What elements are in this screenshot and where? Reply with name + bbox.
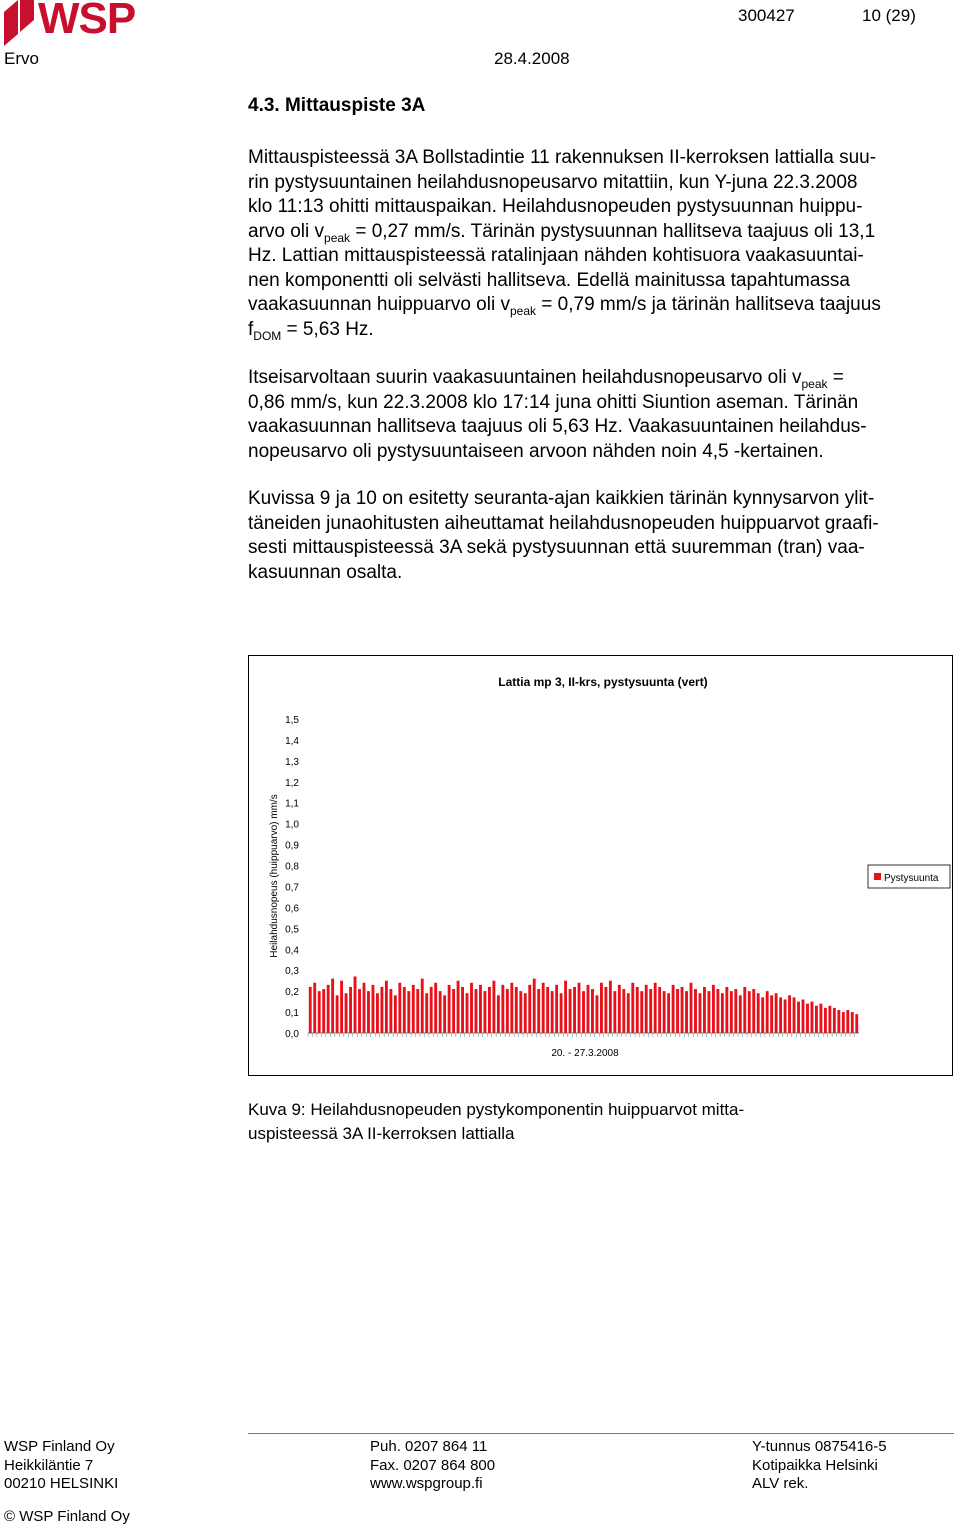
chart-bar [484,991,487,1033]
chart-bar [600,983,603,1033]
chart-bar [587,985,590,1033]
chart-bar [788,995,791,1033]
y-tick-label: 1,1 [285,798,299,810]
chart-bar [627,993,630,1033]
chart-bar [622,989,625,1033]
chart-bar [380,987,383,1033]
chart-bar [770,995,773,1033]
y-tick-label: 0,6 [285,903,299,915]
footer-business-id: Y-tunnus 0875416-5 [752,1438,887,1455]
chart-bar [730,991,733,1033]
p1-line-5: Hz. Lattian mittauspisteessä ratalinjaan nähden kohtisuora vaakasuuntai- [248,245,864,266]
chart-bar [604,987,607,1033]
chart-bar [802,1000,805,1033]
chart-bar [475,989,478,1033]
y-tick-label: 1,3 [285,756,299,768]
chart-bar [828,1006,831,1033]
chart-bar [403,987,406,1033]
p1-line-8: $f_{DOM} = 5,63$ Hz. [248,318,374,343]
footer-company [4,1438,118,1494]
figure-caption [248,1098,848,1146]
chart-bar [748,991,751,1033]
y-tick-label: 0,2 [285,987,299,999]
y-tick-label: 1,0 [285,819,299,831]
chart-bar [367,991,370,1033]
chart-bar [385,981,388,1033]
chart-bar [439,991,442,1033]
p2-line-4: nopeusarvo oli pystysuuntaiseen arvoon nähden noin 4,5 -kertainen. [248,440,824,462]
y-tick-label: 0,9 [285,840,299,852]
paragraph-1 [248,146,955,342]
chart-bar [676,989,679,1033]
chart-bar [372,985,375,1033]
chart-bar [492,981,495,1033]
p1-line-7: vaakasuunnan huippuarvo oli $v_{peak} = 0,79$ mm/s ja tärinän hallitseva taajuus [248,294,881,318]
y-tick-label: 0,5 [285,924,299,936]
chart-bar [797,1002,800,1033]
chart-bar [658,987,661,1033]
chart-bar [524,993,527,1033]
chart-bar [578,983,581,1033]
y-tick-label: 1,2 [285,777,299,789]
chart-bar [479,985,482,1033]
y-tick-label: 0,0 [285,1029,299,1040]
chart-bar [551,991,554,1033]
chart-bar [806,1004,809,1033]
p1-line-2: rin pystysuuntainen heilahdusnopeusarvo mitattiin, kun Y-juna 22.3.2008 [248,171,858,193]
chart-bar [515,987,518,1033]
chart-bar [663,991,666,1033]
chart-bar [699,993,702,1033]
chart-bar [407,991,410,1033]
footer-website-link[interactable]: www.wspgroup.fi [370,1475,483,1492]
chart-bar [398,983,401,1033]
chart-bar [613,991,616,1033]
chart-bar [448,985,451,1033]
chart-bar [430,987,433,1033]
section-title: 4.3. Mittauspiste 3A [248,95,426,116]
chart-bar [811,1002,814,1033]
chart-bar [815,1006,818,1033]
chart-bar [510,983,513,1033]
chart-bar [609,981,612,1033]
chart-bar [716,989,719,1033]
footer-copyright: © WSP Finland Oy [4,1508,130,1525]
p1-line-3: klo 11:13 ohitti mittauspaikan. Heilahdusnopeuden pystysuunnan huippu- [248,196,863,217]
chart-frame [248,655,953,1076]
chart-bar [349,987,352,1033]
chart-bar [725,987,728,1033]
p1-line-4: arvo oli $v_{peak} = 0,27$ mm/s. Tärinän pystysuunnan hallitseva taajuus oli 13,1 [248,220,876,245]
chart-bar [631,983,634,1033]
logo-mark-icon [4,0,40,46]
chart-x-axis-label: 20. - 27.3.2008 [551,1048,619,1059]
chart-bar [721,993,724,1033]
chart-bar [649,989,652,1033]
y-tick-label: 0,7 [285,882,299,894]
chart-bar [667,993,670,1033]
chart-bar [336,995,339,1033]
chart-bar [354,976,357,1033]
chart-bar [542,983,545,1033]
chart-bar [734,989,737,1033]
footer-street: Heikkiläntie 7 [4,1456,94,1474]
chart-bar [425,993,428,1033]
footer-registration [752,1438,887,1494]
chart-bar [591,989,594,1033]
p3-line-1: Kuvissa 9 ja 10 on esitetty seuranta-ajan kaikkien tärinän kynnysarvon ylit- [248,488,875,509]
chart-bar [528,985,531,1033]
footer-vat: ALV rek. [752,1475,809,1492]
chart-bar [394,995,397,1033]
legend-swatch [874,873,881,880]
chart-bar [708,991,711,1033]
chart-bar [488,987,491,1033]
chart-bar [313,983,316,1033]
chart-bar [466,993,469,1033]
chart-bar [775,993,778,1033]
logo-text: WSP [38,0,136,43]
chart-bar [519,991,522,1033]
chart-bar [685,991,688,1033]
chart-bar [784,1000,787,1033]
footer-fax: Fax. 0207 864 800 [370,1456,496,1474]
p2-line-1: Itseisarvoltaan suurin vaakasuuntainen heilahdusnopeusarvo oli $v_{peak}$ = [248,367,844,391]
p2-line-2: 0,86 mm/s, kun 22.3.2008 klo 17:14 juna ohitti Siuntion aseman. Tärinän [248,391,859,413]
y-tick-label: 0,4 [285,945,299,957]
chart-bar [421,979,424,1033]
chart-bar [703,987,706,1033]
footer-company-name: WSP Finland Oy [4,1438,115,1455]
chart-bar [497,995,500,1033]
chart-y-axis-label: Heilahdusnopeus (huippuarvo) mm/s [269,794,280,958]
footer-domicile: Kotipaikka Helsinki [752,1456,878,1474]
chart-bar [345,993,348,1033]
chart-bar [681,987,684,1033]
caption-line-2: uspisteessä 3A II-kerroksen lattialla [248,1124,515,1143]
chart-bar [533,979,536,1033]
chart-bar [537,989,540,1033]
chart-bar [555,985,558,1033]
chart-bar [560,993,563,1033]
bar-chart [249,656,952,1075]
header-date: 28.4.2008 [494,49,570,68]
chart-bar [340,981,343,1033]
chart-title: Lattia mp 3, II-krs, pystysuunta (vert) [498,675,708,689]
y-tick-label: 0,1 [285,1008,299,1020]
chart-bar [582,991,585,1033]
paragraph-3 [248,487,955,585]
chart-bar [846,1010,849,1033]
p3-line-2: täneiden junaohitusten aiheuttamat heilahdusnopeuden huippuarvot graafi- [248,512,879,534]
chart-bar [654,983,657,1033]
p1-line-1: Mittauspisteessä 3A Bollstadintie 11 rakennuksen II-kerroksen lattialla suu- [248,147,877,168]
chart-bar [546,987,549,1033]
chart-bar [363,983,366,1033]
y-tick-label: 0,8 [285,861,299,873]
chart-bar [779,997,782,1033]
chart-bar [376,993,379,1033]
chart-bar [443,995,446,1033]
wsp-logo [4,0,164,48]
chart-bar [416,989,419,1033]
chart-bar [412,985,415,1033]
header-page: 10 (29) [862,6,916,25]
y-tick-label: 1,5 [285,715,299,726]
chart-bar [712,985,715,1033]
footer-rule [248,1433,954,1434]
chart-bar [461,987,464,1033]
footer-city: 00210 HELSINKI [4,1475,119,1492]
y-tick-label: 0,3 [285,966,299,978]
chart-bar [457,981,460,1033]
chart-bar [819,1004,822,1033]
y-tick-label: 1,4 [285,735,299,747]
chart-bar [318,991,321,1033]
chart-bar [757,993,760,1033]
chart-bar [470,983,473,1033]
chart-bar [793,997,796,1033]
chart-bar [506,989,509,1033]
chart-bar [842,1012,845,1033]
p3-line-3: sesti mittauspisteessä 3A sekä pystysuunnan että suuremman (tran) vaa- [248,537,865,558]
chart-bar [452,989,455,1033]
chart-bar [761,997,764,1033]
footer-contact [370,1438,495,1494]
header-author: Ervo [4,49,39,68]
chart-bar [851,1012,854,1033]
header-doc-number: 300427 [738,6,795,25]
p2-line-3: vaakasuunnan hallitseva taajuus oli 5,63 Hz. Vaakasuuntainen heilahdus- [248,416,867,437]
chart-bar [833,1008,836,1033]
chart-bar [855,1014,858,1033]
chart-bar [564,981,567,1033]
chart-bar [327,985,330,1033]
chart-bar [573,987,576,1033]
chart-bar [309,987,312,1033]
chart-bar [331,979,334,1033]
chart-bar [645,985,648,1033]
chart-bar [672,985,675,1033]
chart-bar [690,983,693,1033]
chart-bar [358,989,361,1033]
chart-bar [596,995,599,1033]
chart-bar [618,985,621,1033]
paragraph-2 [248,366,955,464]
chart-bar [824,1008,827,1033]
chart-bar [434,983,437,1033]
chart-bar [501,985,504,1033]
chart-bar [752,989,755,1033]
footer-phone: Puh. 0207 864 11 [370,1438,488,1455]
chart-bar [322,989,325,1033]
chart-bar [743,987,746,1033]
legend-label: Pystysuunta [884,873,939,884]
chart-bar [739,995,742,1033]
caption-line-1: Kuva 9: Heilahdusnopeuden pystykomponentin huippuarvot mitta- [248,1100,745,1119]
chart-bar [389,989,392,1033]
p3-line-4: kasuunnan osalta. [248,561,403,583]
p1-line-6: nen komponentti oli selvästi hallitseva. Edellä mainitussa tapahtumassa [248,269,850,291]
chart-bar [694,989,697,1033]
chart-bar [636,987,639,1033]
chart-bar [640,991,643,1033]
chart-bar [837,1010,840,1033]
chart-bar [766,991,769,1033]
chart-bar [569,989,572,1033]
